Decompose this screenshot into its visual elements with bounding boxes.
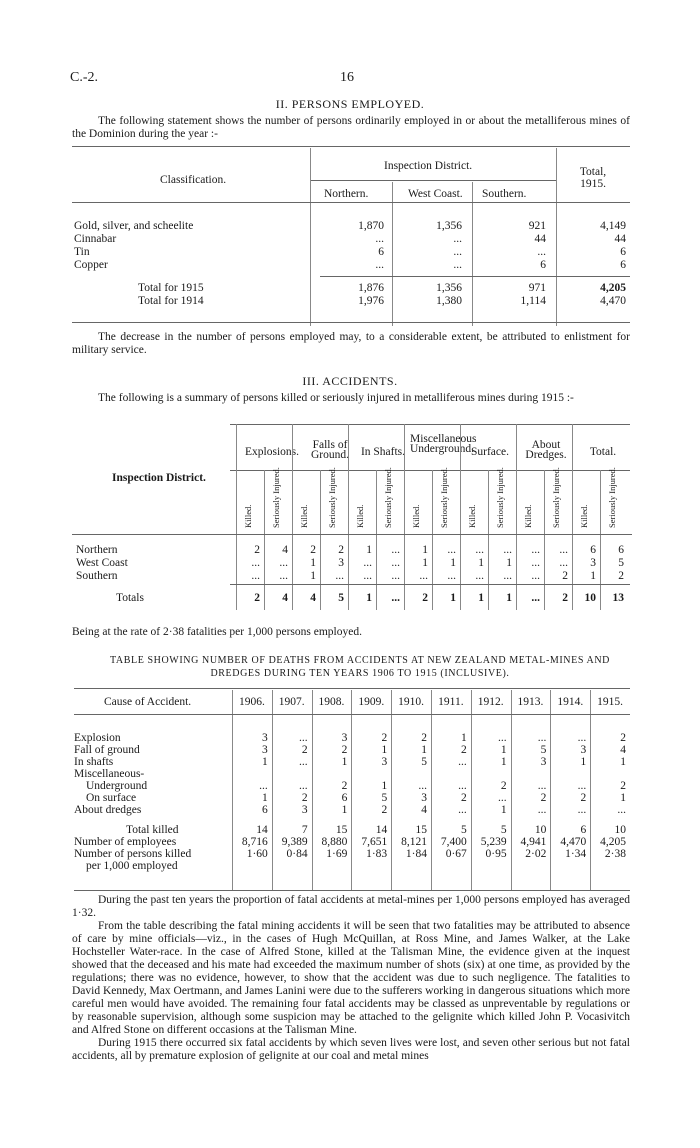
row-label: per 1,000 employed <box>86 860 178 872</box>
total-value: 6 <box>620 259 626 271</box>
subheader-killed: Killed. <box>467 504 477 528</box>
col-divider <box>572 424 573 610</box>
row-label: About dredges <box>74 804 142 816</box>
deaths-value-cell: 2 <box>381 732 388 744</box>
deaths-value-cell: 1·34 <box>565 848 587 860</box>
deaths-value-cell: 2·02 <box>525 848 547 860</box>
deaths-value-cell: ... <box>497 732 507 744</box>
accident-count-cell: ... <box>447 544 456 556</box>
deaths-value-cell: ... <box>537 732 547 744</box>
accidents-heading: III. ACCIDENTS. <box>302 374 398 388</box>
row-label: Gold, silver, and scheelite <box>74 220 194 232</box>
deaths-value-cell: 2 <box>540 792 547 804</box>
total-count-cell: 10 <box>584 592 596 604</box>
deaths-value-cell: ... <box>298 732 308 744</box>
col-divider <box>264 470 265 610</box>
deaths-value-cell: 2 <box>580 792 587 804</box>
deaths-value-cell: 3 <box>262 732 268 744</box>
report-reference: C.-2. <box>70 70 98 85</box>
row-label: Explosion <box>74 732 121 744</box>
total-count-cell: 2 <box>422 592 428 604</box>
deaths-value-cell: 1 <box>341 756 348 768</box>
col-west-coast: West Coast. <box>408 188 463 200</box>
accidents-table <box>72 424 632 620</box>
closing-paragraph-3: During 1915 there occurred six fatal accidents by which seven lives were lost, and seven other serious but not fatal accidents, all by premature explosion of gelignite at our coal and metal mines <box>72 1037 630 1062</box>
accident-count-cell: ... <box>531 557 540 569</box>
westcoast-value: 1,380 <box>436 295 462 307</box>
row-label: Northern <box>76 544 118 556</box>
accident-count-cell: ... <box>251 557 260 569</box>
accident-count-cell: 5 <box>618 557 624 569</box>
accident-count-cell: ... <box>363 557 372 569</box>
deaths-value-cell: 6 <box>341 792 348 804</box>
deaths-value-cell: ... <box>458 756 467 768</box>
total-count-cell: 4 <box>282 592 288 604</box>
deaths-value-cell: 3 <box>421 792 427 804</box>
accident-count-cell: 3 <box>338 557 344 569</box>
deaths-value-cell: 1 <box>341 804 348 816</box>
accident-count-cell: 4 <box>282 544 288 556</box>
deaths-value-cell: 9,389 <box>281 836 308 848</box>
closing-paragraphs <box>72 894 630 1063</box>
deaths-value-cell: 1·83 <box>366 848 388 860</box>
group-explosions: Explosions. <box>245 446 299 458</box>
deaths-value-cell: ... <box>577 780 587 792</box>
table-rule <box>74 890 630 891</box>
deaths-value-cell: 4,205 <box>600 836 626 848</box>
accident-count-cell: 1 <box>422 544 428 556</box>
deaths-value-cell: ... <box>418 780 427 792</box>
deaths-value-cell: 0·67 <box>445 848 467 860</box>
subtotal-rule <box>230 584 630 585</box>
deaths-value-cell: 2 <box>301 792 308 804</box>
row-label: Miscellaneous- <box>74 768 145 780</box>
col-divider <box>460 424 461 610</box>
persons-note-text: The decrease in the number of persons employed may, to a considerable extent, be attributed to enlistment for military service. <box>72 331 630 356</box>
deaths-value-cell: ... <box>497 792 507 804</box>
total-count-cell: ... <box>531 592 540 604</box>
subheader-seriously-injured: Seriously Injured. <box>607 467 617 528</box>
accident-count-cell: 2 <box>310 544 316 556</box>
total-value: 44 <box>614 233 626 245</box>
col-year: 1913. <box>517 696 544 708</box>
deaths-value-cell: 2 <box>461 792 467 804</box>
deaths-value-cell: 14 <box>375 824 388 836</box>
westcoast-value: 1,356 <box>436 282 462 294</box>
total-count-cell: 13 <box>612 592 624 604</box>
inspection-district-label: Inspection District. <box>112 472 206 484</box>
deaths-value-cell: 10 <box>614 824 626 836</box>
col-cause: Cause of Accident. <box>104 696 192 708</box>
deaths-value-cell: 1 <box>500 744 507 756</box>
fatality-rate-text: Being at the rate of 2·38 fatalities per 1,000 persons employed. <box>72 626 362 638</box>
group-in-shafts: In Shafts. <box>360 446 406 458</box>
table-rule <box>72 146 630 147</box>
deaths-value-cell: 2 <box>341 780 348 792</box>
table-row <box>72 246 630 259</box>
col-divider <box>488 470 489 610</box>
southern-value: ... <box>537 246 546 258</box>
row-label: In shafts <box>74 756 114 768</box>
subheader-killed: Killed. <box>523 504 533 528</box>
southern-value: 971 <box>528 282 546 294</box>
row-label: Copper <box>74 259 108 271</box>
table-rule <box>74 688 630 689</box>
deaths-value-cell: 2 <box>421 732 427 744</box>
row-label: On surface <box>86 792 137 804</box>
deaths-value-cell: 2·38 <box>604 848 626 860</box>
total-value: 6 <box>620 246 626 258</box>
row-label: Southern <box>76 570 118 582</box>
deaths-value-cell: 1·84 <box>405 848 427 860</box>
col-divider <box>544 470 545 610</box>
deaths-value-cell: 4 <box>421 804 427 816</box>
persons-rows <box>72 220 630 272</box>
northern-value: 1,976 <box>358 295 384 307</box>
deaths-value-cell: 5 <box>540 744 547 756</box>
deaths-value-cell: 10 <box>534 824 547 836</box>
deaths-value-cell: 1 <box>580 756 587 768</box>
row-label: Number of persons killed <box>74 848 192 860</box>
accident-count-cell: ... <box>531 544 540 556</box>
row-label: Total for 1915 <box>138 282 204 294</box>
accident-count-cell: ... <box>475 544 484 556</box>
accident-count-cell: 2 <box>338 544 344 556</box>
col-year: 1908. <box>318 696 345 708</box>
accident-count-cell: ... <box>251 570 260 582</box>
persons-intro-text: The following statement shows the number of persons ordinarily employed in or about the metalliferous mines of the Dominion during the year :- <box>72 115 630 140</box>
deaths-value-cell: 3 <box>262 744 268 756</box>
subheader-seriously-injured: Seriously Injured. <box>271 467 281 528</box>
deaths-value-cell: 6 <box>262 804 268 816</box>
deaths-value-cell: 1 <box>381 780 388 792</box>
deaths-value-cell: ... <box>577 804 587 816</box>
col-divider <box>348 424 349 610</box>
caption-line-1: TABLE SHOWING NUMBER OF DEATHS FROM ACCIDENTS AT NEW ZEALAND METAL-MINES AND <box>109 655 611 666</box>
col-divider <box>404 424 405 610</box>
deaths-value-cell: ... <box>617 804 626 816</box>
accident-count-cell: 1 <box>310 570 316 582</box>
deaths-value-cell: 8,716 <box>241 836 268 848</box>
deaths-value-cell: 6 <box>580 824 587 836</box>
subheader-killed: Killed. <box>355 504 365 528</box>
deaths-table-caption <box>60 654 660 680</box>
accident-count-cell: ... <box>447 570 456 582</box>
table-rule <box>230 424 630 425</box>
district-rule <box>310 180 556 181</box>
group-falls-of-ground: Falls of Ground. <box>310 439 349 461</box>
accident-count-cell: 6 <box>618 544 624 556</box>
deaths-value-cell: 2 <box>620 780 626 792</box>
col-divider <box>376 470 377 610</box>
accident-count-cell: 2 <box>254 544 260 556</box>
rate-paragraph <box>72 626 630 639</box>
col-divider <box>292 424 293 610</box>
col-divider <box>516 424 517 610</box>
deaths-value-cell: 1 <box>500 756 507 768</box>
accident-count-cell: ... <box>391 570 400 582</box>
deaths-value-cell: 8,121 <box>401 836 427 848</box>
deaths-value-cell: 1·60 <box>246 848 268 860</box>
deaths-value-cell: 2 <box>381 804 388 816</box>
group-about-dredges: About Dredges. <box>525 439 567 461</box>
subheader-killed: Killed. <box>243 504 253 528</box>
col-year: 1907. <box>278 696 305 708</box>
accident-count-cell: ... <box>503 544 512 556</box>
header-bottom-rule <box>74 714 630 715</box>
southern-value: 921 <box>528 220 546 232</box>
col-classification: Classification. <box>160 174 227 186</box>
col-year: 1909. <box>358 696 385 708</box>
row-label: Cinnabar <box>74 233 117 245</box>
deaths-value-cell: 1 <box>620 756 626 768</box>
deaths-value-cell: 5,239 <box>480 836 507 848</box>
subheader-seriously-injured: Seriously Injured. <box>495 467 505 528</box>
accident-count-cell: ... <box>391 557 400 569</box>
deaths-value-cell: 3 <box>540 756 547 768</box>
deaths-header-row <box>74 690 630 712</box>
deaths-value-cell: 5 <box>500 824 507 836</box>
accidents-intro-paragraph <box>72 392 630 405</box>
westcoast-value: ... <box>453 246 462 258</box>
southern-value: 1,114 <box>520 295 546 307</box>
deaths-value-cell: 1 <box>620 792 626 804</box>
deaths-value-cell: 3 <box>381 756 388 768</box>
total-count-cell: 2 <box>562 592 568 604</box>
deaths-value-cell: 1·69 <box>326 848 348 860</box>
persons-totals <box>72 282 630 308</box>
deaths-value-cell: 15 <box>335 824 348 836</box>
deaths-value-cell: 4 <box>620 744 626 756</box>
accident-count-cell: ... <box>279 557 288 569</box>
accident-count-cell: 1 <box>590 570 596 582</box>
group-rule <box>230 470 630 471</box>
header-bottom-rule <box>72 202 630 203</box>
deaths-value-cell: 5 <box>381 792 388 804</box>
accident-count-cell: ... <box>363 570 372 582</box>
deaths-value-cell: 3 <box>301 804 308 816</box>
closing-paragraph-1: During the past ten years the proportion of fatal accidents at metal-mines per 1,000 persons employed has averaged 1·32. <box>72 894 630 919</box>
col-divider <box>432 470 433 610</box>
total-count-cell: 1 <box>366 592 372 604</box>
col-year: 1915. <box>597 696 624 708</box>
accident-count-cell: ... <box>559 557 568 569</box>
deaths-value-cell: 5 <box>421 756 427 768</box>
totals-label: Totals <box>116 592 144 604</box>
deaths-value-cell: 1 <box>381 744 388 756</box>
deaths-value-cell: ... <box>458 804 467 816</box>
subheader-seriously-injured: Seriously Injured. <box>327 467 337 528</box>
deaths-value-cell: 8,880 <box>321 836 348 848</box>
col-southern: Southern. <box>482 188 527 200</box>
accident-count-cell: 1 <box>478 557 484 569</box>
table-row <box>72 233 630 246</box>
southern-value: 6 <box>540 259 546 271</box>
page-header <box>70 70 630 88</box>
row-label: West Coast <box>76 557 128 569</box>
deaths-value-cell: ... <box>259 780 268 792</box>
deaths-value-cell: 4,470 <box>560 836 587 848</box>
total-count-cell: 1 <box>450 592 456 604</box>
subheader-killed: Killed. <box>579 504 589 528</box>
row-label: Total for 1914 <box>138 295 204 307</box>
persons-intro-paragraph <box>72 115 630 141</box>
group-surface: Surface. <box>471 446 509 458</box>
table-row <box>72 295 630 308</box>
deaths-value-cell: 1 <box>461 732 467 744</box>
col-year: 1910. <box>398 696 425 708</box>
total-count-cell: ... <box>391 592 400 604</box>
deaths-value-cell: 2 <box>620 732 626 744</box>
deaths-value-cell: 0·84 <box>286 848 308 860</box>
accident-count-cell: ... <box>279 570 288 582</box>
page-number: 16 <box>340 70 354 85</box>
total-count-cell: 2 <box>254 592 260 604</box>
deaths-value-cell: ... <box>537 780 547 792</box>
subheader-seriously-injured: Seriously Injured. <box>383 467 393 528</box>
deaths-value-cell: ... <box>298 780 308 792</box>
accident-count-cell: 2 <box>618 570 624 582</box>
deaths-value-cell: 1 <box>500 804 507 816</box>
row-label: Fall of ground <box>74 744 140 756</box>
deaths-value-cell: 1 <box>262 792 268 804</box>
col-year: 1914. <box>557 696 584 708</box>
accident-count-cell: ... <box>475 570 484 582</box>
total-value: 4,149 <box>600 220 626 232</box>
northern-value: 1,870 <box>358 220 384 232</box>
accident-count-cell: 1 <box>422 557 428 569</box>
total-count-cell: 1 <box>478 592 484 604</box>
northern-value: ... <box>375 259 384 271</box>
subheader-killed: Killed. <box>411 504 421 528</box>
total-count-cell: 4 <box>310 592 316 604</box>
col-northern: Northern. <box>324 188 369 200</box>
accident-count-cell: 1 <box>310 557 316 569</box>
deaths-value-cell: 2 <box>500 780 507 792</box>
deaths-value-cell: 3 <box>341 732 348 744</box>
accident-count-cell: 1 <box>450 557 456 569</box>
deaths-value-cell: 2 <box>461 744 467 756</box>
accident-count-cell: ... <box>503 570 512 582</box>
accident-count-cell: ... <box>531 570 540 582</box>
deaths-value-cell: 1 <box>421 744 427 756</box>
northern-value: ... <box>375 233 384 245</box>
deaths-value-cell: ... <box>577 732 587 744</box>
deaths-value-cell: 2 <box>301 744 308 756</box>
table-rule <box>72 322 630 323</box>
total-value: 4,205 <box>600 282 626 294</box>
accident-count-cell: ... <box>391 544 400 556</box>
row-label: Tin <box>74 246 90 258</box>
col-divider <box>236 424 237 610</box>
accident-count-cell: ... <box>419 570 428 582</box>
deaths-value-cell: ... <box>298 756 308 768</box>
deaths-value-cell: 3 <box>580 744 587 756</box>
row-label: Number of employees <box>74 836 177 848</box>
deaths-value-cell: ... <box>458 780 467 792</box>
row-label: Total killed <box>126 824 179 836</box>
caption-line-2: DREDGES DURING TEN YEARS 1906 TO 1915 (INCLUSIVE). <box>210 668 510 679</box>
subheader-seriously-injured: Seriously Injured. <box>439 467 449 528</box>
total-count-cell: 1 <box>506 592 512 604</box>
accident-count-cell: ... <box>559 544 568 556</box>
accident-count-cell: 2 <box>562 570 568 582</box>
deaths-value-cell: 15 <box>415 824 427 836</box>
accidents-intro-text: The following is a summary of persons killed or seriously injured in metalliferous mines during 1915 :- <box>98 392 574 404</box>
accident-count-cell: ... <box>335 570 344 582</box>
accident-count-cell: 1 <box>506 557 512 569</box>
total-value: 4,470 <box>600 295 626 307</box>
deaths-value-cell: 7,400 <box>440 836 467 848</box>
deaths-value-cell: 0·95 <box>485 848 507 860</box>
accident-count-cell: 1 <box>366 544 372 556</box>
westcoast-value: ... <box>453 233 462 245</box>
group-total: Total. <box>589 446 617 458</box>
deaths-value-cell: 14 <box>256 824 268 836</box>
westcoast-value: ... <box>453 259 462 271</box>
deaths-value-cell: 1 <box>262 756 268 768</box>
deaths-value-cell: 4,941 <box>520 836 547 848</box>
southern-value: 44 <box>534 233 546 245</box>
col-divider <box>600 470 601 610</box>
subtotal-rule <box>320 276 630 277</box>
northern-value: 1,876 <box>358 282 384 294</box>
closing-paragraph-2: From the table describing the fatal mining accidents it will be seen that two fatalities may be attributed to absence of care by mine officials—viz., in the cases of Hugh McQuillan, at Ross Mine, and James Walker, at the Lake Hochsteller Water-race. In the case of Alfred Stone, killed at the Talisman Mine, the evidence given at the inquest showed that the deceased and his mate had exceeded the maximum number of shots (six) at one time, as provided by the regulations; there was no evidence, however, to show that the accident was due to such negligence. The fatalities to David Kennedy, Max Oertmann, and James Lanini were due to the sufferers working in dangerous situations which more careful men would have avoided. The remaining four fatal accidents may be classed as unpreventable by regulations or by reasonable supervision, although some suspicion may be attached to the gelignite which killed John P. Vocasivitch and Alfred Stone on different occasions at the Talisman Mine. <box>72 920 630 1036</box>
westcoast-value: 1,356 <box>436 220 462 232</box>
table-row <box>72 259 630 272</box>
col-inspection-district: Inspection District. <box>384 160 473 172</box>
subheader-seriously-injured: Seriously Injured. <box>551 467 561 528</box>
total-count-cell: 5 <box>338 592 344 604</box>
table-row <box>72 220 630 233</box>
col-divider <box>320 470 321 610</box>
row-label: Underground <box>86 780 148 792</box>
deaths-table <box>74 690 630 872</box>
col-total-1915: Total, 1915. <box>579 166 607 190</box>
deaths-value-cell: 5 <box>461 824 467 836</box>
deaths-value-cell: 7 <box>301 824 308 836</box>
persons-heading: II. PERSONS EMPLOYED. <box>275 97 425 111</box>
header-bottom-rule <box>72 534 632 535</box>
col-year: 1911. <box>438 696 464 708</box>
table-row <box>72 282 630 295</box>
northern-value: 6 <box>378 246 384 258</box>
deaths-value-cell: ... <box>537 804 547 816</box>
col-year: 1912. <box>477 696 504 708</box>
group-misc-underground: Miscellaneous Underground. <box>410 433 477 455</box>
persons-note-paragraph <box>72 331 630 357</box>
subheader-killed: Killed. <box>299 504 309 528</box>
deaths-value-cell: 2 <box>341 744 348 756</box>
accident-count-cell: 6 <box>590 544 596 556</box>
accident-count-cell: 3 <box>590 557 596 569</box>
col-year: 1906. <box>238 696 265 708</box>
deaths-value-cell: 7,651 <box>361 836 388 848</box>
